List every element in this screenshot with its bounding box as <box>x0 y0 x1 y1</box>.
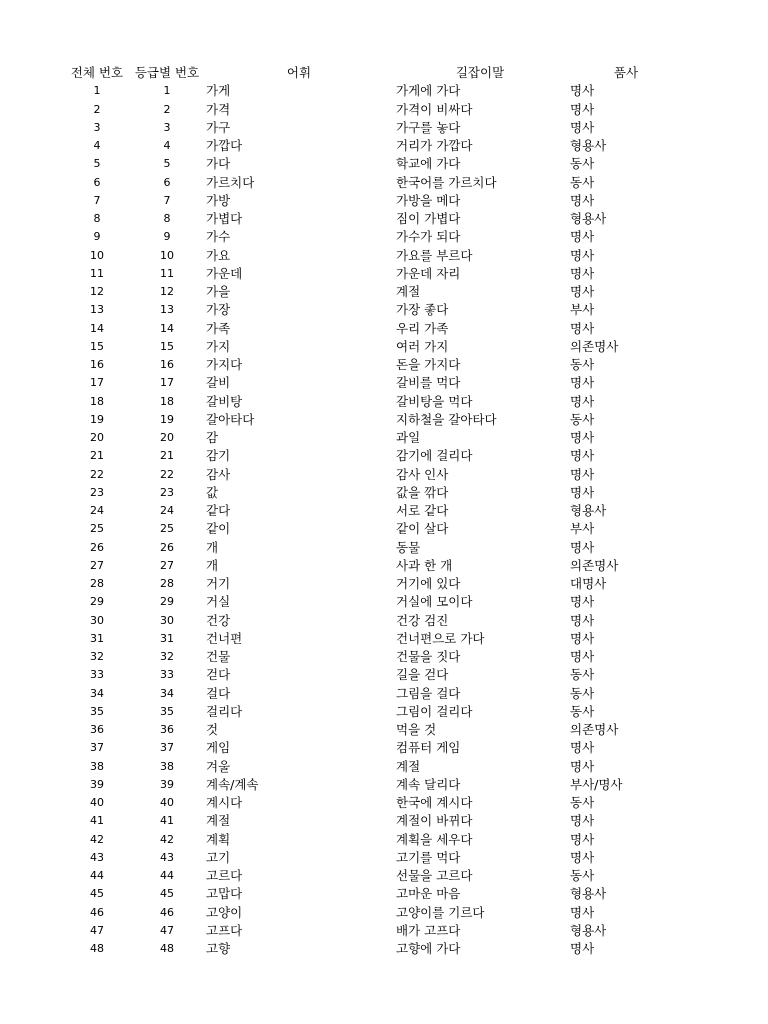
guide-phrase-cell: 서로 같다 <box>396 503 449 518</box>
part-of-speech-cell: 동사 <box>570 357 595 372</box>
total-number-cell: 18 <box>90 394 104 408</box>
guide-phrase-cell: 배가 고프다 <box>396 922 461 938</box>
table-row <box>0 466 768 484</box>
table-body <box>0 82 768 958</box>
total-number-cell: 37 <box>90 741 104 755</box>
vocabulary-cell: 거실 <box>206 594 231 610</box>
vocabulary-cell: 건강 <box>206 612 231 628</box>
grade-number-cell: 11 <box>160 266 174 280</box>
total-number-cell: 23 <box>90 485 104 499</box>
table-row <box>0 320 768 338</box>
grade-number-cell: 45 <box>160 887 174 901</box>
vocabulary-cell: 가방 <box>206 192 231 208</box>
table-row <box>0 904 768 922</box>
total-number-cell: 1 <box>93 84 101 98</box>
grade-number-cell: 24 <box>160 504 174 517</box>
part-of-speech-cell: 의존명사 <box>570 338 619 354</box>
total-number-cell: 20 <box>90 431 104 444</box>
table-row <box>0 520 768 538</box>
part-of-speech-cell: 명사 <box>570 430 595 445</box>
table-row <box>0 758 768 776</box>
part-of-speech-cell: 명사 <box>570 393 595 409</box>
guide-phrase-cell: 먹을 것 <box>396 722 437 737</box>
guide-phrase-cell: 가요를 부르다 <box>396 247 473 263</box>
vocabulary-cell: 고향 <box>206 941 231 956</box>
part-of-speech-cell: 명사 <box>570 247 595 263</box>
total-number-cell: 11 <box>90 266 104 280</box>
part-of-speech-cell: 명사 <box>570 904 595 920</box>
total-number-cell: 48 <box>90 942 104 955</box>
guide-phrase-cell: 가격이 비싸다 <box>396 101 473 117</box>
grade-number-cell: 5 <box>163 157 171 171</box>
grade-number-cell: 39 <box>160 777 174 791</box>
total-number-cell: 32 <box>90 650 104 663</box>
part-of-speech-cell: 명사 <box>570 320 595 336</box>
header-total-number: 전체 번호 <box>70 65 124 80</box>
grade-number-cell: 19 <box>160 412 174 426</box>
grade-number-cell: 21 <box>160 449 174 463</box>
grade-number-cell: 42 <box>160 832 174 846</box>
grade-number-cell: 48 <box>160 942 174 955</box>
vocabulary-cell: 감 <box>206 430 219 445</box>
guide-phrase-cell: 같이 살다 <box>396 521 449 537</box>
total-number-cell: 33 <box>90 668 104 682</box>
vocabulary-cell: 감사 <box>206 466 231 482</box>
grade-number-cell: 35 <box>160 704 174 718</box>
grade-number-cell: 38 <box>160 759 174 773</box>
vocabulary-cell: 가르치다 <box>206 174 255 190</box>
vocabulary-cell: 가운데 <box>206 265 243 281</box>
grade-number-cell: 27 <box>160 558 174 572</box>
table-row <box>0 502 768 520</box>
part-of-speech-cell: 명사 <box>570 375 595 391</box>
vocabulary-cell: 계속/계속 <box>206 776 259 792</box>
table-row <box>0 155 768 173</box>
grade-number-cell: 33 <box>160 668 174 682</box>
grade-number-cell: 28 <box>160 577 174 590</box>
guide-phrase-cell: 감사 인사 <box>396 466 449 482</box>
total-number-cell: 10 <box>90 248 104 262</box>
vocabulary-cell: 가게 <box>206 83 231 99</box>
total-number-cell: 41 <box>90 814 104 828</box>
grade-number-cell: 23 <box>160 485 174 499</box>
vocabulary-cell: 계획 <box>206 831 231 847</box>
guide-phrase-cell: 계절 <box>396 284 421 299</box>
guide-phrase-cell: 고마운 마음 <box>396 886 461 902</box>
guide-phrase-cell: 고양이를 기르다 <box>396 904 485 920</box>
table-row <box>0 101 768 119</box>
table-row <box>0 265 768 283</box>
table-row <box>0 867 768 885</box>
table-row <box>0 776 768 794</box>
table-row <box>0 411 768 429</box>
total-number-cell: 17 <box>90 376 104 390</box>
total-number-cell: 44 <box>90 869 104 882</box>
vocabulary-cell: 건물 <box>206 649 231 664</box>
vocabulary-cell: 가깝다 <box>206 138 243 153</box>
part-of-speech-cell: 명사 <box>570 740 595 756</box>
grade-number-cell: 17 <box>160 376 174 390</box>
grade-number-cell: 34 <box>160 686 174 700</box>
total-number-cell: 24 <box>90 504 104 517</box>
vocabulary-cell: 걷다 <box>206 667 231 683</box>
guide-phrase-cell: 계속 달리다 <box>396 776 461 792</box>
vocabulary-cell: 가격 <box>206 101 231 117</box>
grade-number-cell: 47 <box>160 923 174 937</box>
total-number-cell: 14 <box>90 321 104 335</box>
table-row <box>0 119 768 137</box>
vocabulary-cell: 가지다 <box>206 357 243 372</box>
grade-number-cell: 40 <box>160 796 174 809</box>
header-guide-phrase: 길잡이말 <box>455 65 505 80</box>
vocabulary-cell: 가볍다 <box>206 211 243 226</box>
part-of-speech-cell: 명사 <box>570 941 595 956</box>
total-number-cell: 7 <box>93 193 101 207</box>
table-row <box>0 685 768 703</box>
header-part-of-speech: 품사 <box>613 65 639 80</box>
part-of-speech-cell: 의존명사 <box>570 557 619 573</box>
grade-number-cell: 16 <box>160 358 174 371</box>
grade-number-cell: 10 <box>160 248 174 262</box>
guide-phrase-cell: 동물 <box>396 539 421 555</box>
table-row <box>0 739 768 757</box>
guide-phrase-cell: 건강 검진 <box>396 612 449 628</box>
vocabulary-cell: 고맙다 <box>206 886 243 902</box>
grade-number-cell: 3 <box>163 120 171 134</box>
total-number-cell: 46 <box>90 905 104 919</box>
table-row <box>0 247 768 265</box>
table-row <box>0 648 768 666</box>
table-row <box>0 885 768 903</box>
vocabulary-cell: 같다 <box>206 503 231 518</box>
table-row <box>0 228 768 246</box>
guide-phrase-cell: 컴퓨터 게임 <box>396 740 461 756</box>
table-row <box>0 849 768 867</box>
total-number-cell: 3 <box>93 120 101 134</box>
vocabulary-cell: 개 <box>206 539 219 555</box>
part-of-speech-cell: 동사 <box>570 795 595 810</box>
total-number-cell: 29 <box>90 595 104 609</box>
part-of-speech-cell: 명사 <box>570 448 595 464</box>
total-number-cell: 30 <box>90 613 104 627</box>
vocabulary-cell: 겨울 <box>206 758 231 774</box>
guide-phrase-cell: 우리 가족 <box>396 320 449 336</box>
guide-phrase-cell: 고기를 먹다 <box>396 849 461 865</box>
guide-phrase-cell: 길을 걷다 <box>396 667 449 683</box>
vocabulary-cell: 건너편 <box>206 630 243 646</box>
header-row <box>0 64 768 82</box>
table-row <box>0 137 768 155</box>
guide-phrase-cell: 계절 <box>396 758 421 774</box>
vocabulary-cell: 같이 <box>206 521 231 537</box>
grade-number-cell: 15 <box>160 339 174 353</box>
guide-phrase-cell: 계절이 바뀌다 <box>396 813 473 829</box>
part-of-speech-cell: 동사 <box>570 868 595 883</box>
table-row <box>0 301 768 319</box>
total-number-cell: 28 <box>90 577 104 590</box>
table-row <box>0 575 768 593</box>
table-row <box>0 666 768 684</box>
vocabulary-cell: 걸리다 <box>206 703 243 719</box>
part-of-speech-cell: 명사 <box>570 265 595 281</box>
table-row <box>0 794 768 812</box>
guide-phrase-cell: 갈비를 먹다 <box>396 375 461 391</box>
part-of-speech-cell: 명사 <box>570 484 595 500</box>
guide-phrase-cell: 거리가 가깝다 <box>396 138 473 153</box>
guide-phrase-cell: 돈을 가지다 <box>396 357 461 372</box>
total-number-cell: 35 <box>90 704 104 718</box>
part-of-speech-cell: 명사 <box>570 594 595 610</box>
guide-phrase-cell: 가게에 가다 <box>396 83 461 99</box>
vocabulary-cell: 갈비탕 <box>206 393 243 409</box>
part-of-speech-cell: 형용사 <box>570 503 607 518</box>
grade-number-cell: 44 <box>160 869 174 882</box>
total-number-cell: 36 <box>90 723 104 736</box>
vocabulary-cell: 갈아타다 <box>206 411 255 427</box>
grade-number-cell: 26 <box>160 540 174 554</box>
part-of-speech-cell: 명사 <box>570 649 595 664</box>
grade-number-cell: 41 <box>160 814 174 828</box>
part-of-speech-cell: 대명사 <box>570 576 607 591</box>
grade-number-cell: 4 <box>163 139 171 152</box>
grade-number-cell: 13 <box>160 303 174 317</box>
table-row <box>0 812 768 830</box>
grade-number-cell: 2 <box>163 102 171 116</box>
total-number-cell: 8 <box>93 212 101 225</box>
grade-number-cell: 37 <box>160 741 174 755</box>
grade-number-cell: 31 <box>160 631 174 645</box>
total-number-cell: 38 <box>90 759 104 773</box>
total-number-cell: 34 <box>90 686 104 700</box>
table-row <box>0 429 768 447</box>
vocabulary-cell: 고르다 <box>206 868 243 883</box>
vocabulary-cell: 가장 <box>206 302 231 318</box>
part-of-speech-cell: 명사 <box>570 284 595 299</box>
guide-phrase-cell: 그림을 걸다 <box>396 685 461 701</box>
guide-phrase-cell: 가방을 메다 <box>396 192 461 208</box>
part-of-speech-cell: 형용사 <box>570 138 607 153</box>
guide-phrase-cell: 가구를 놓다 <box>396 119 461 135</box>
table-row <box>0 940 768 958</box>
table-row <box>0 338 768 356</box>
grade-number-cell: 22 <box>160 467 174 481</box>
guide-phrase-cell: 그림이 걸리다 <box>396 703 473 719</box>
part-of-speech-cell: 형용사 <box>570 922 607 938</box>
grade-number-cell: 8 <box>163 212 171 225</box>
table-row <box>0 721 768 739</box>
part-of-speech-cell: 명사 <box>570 229 595 245</box>
guide-phrase-cell: 가수가 되다 <box>396 229 461 245</box>
grade-number-cell: 46 <box>160 905 174 919</box>
vocabulary-cell: 고프다 <box>206 922 243 938</box>
vocabulary-cell: 계절 <box>206 813 231 829</box>
part-of-speech-cell: 명사 <box>570 119 595 135</box>
guide-phrase-cell: 여러 가지 <box>396 338 449 354</box>
grade-number-cell: 18 <box>160 394 174 408</box>
grade-number-cell: 1 <box>163 84 171 98</box>
grade-number-cell: 6 <box>163 175 171 189</box>
total-number-cell: 27 <box>90 558 104 572</box>
table-row <box>0 82 768 100</box>
table-row <box>0 447 768 465</box>
vocabulary-cell: 가요 <box>206 247 231 263</box>
guide-phrase-cell: 짐이 가볍다 <box>396 211 461 226</box>
vocabulary-cell: 걸다 <box>206 685 231 701</box>
part-of-speech-cell: 명사 <box>570 849 595 865</box>
total-number-cell: 40 <box>90 796 104 809</box>
grade-number-cell: 30 <box>160 613 174 627</box>
table-row <box>0 831 768 849</box>
vocabulary-cell: 가다 <box>206 156 231 172</box>
part-of-speech-cell: 명사 <box>570 758 595 774</box>
grade-number-cell: 9 <box>163 230 171 244</box>
part-of-speech-cell: 형용사 <box>570 886 607 902</box>
guide-phrase-cell: 과일 <box>396 430 421 445</box>
part-of-speech-cell: 동사 <box>570 174 595 190</box>
total-number-cell: 45 <box>90 887 104 901</box>
total-number-cell: 43 <box>90 850 104 864</box>
total-number-cell: 13 <box>90 303 104 317</box>
part-of-speech-cell: 명사 <box>570 83 595 99</box>
grade-number-cell: 14 <box>160 321 174 335</box>
table-row <box>0 374 768 392</box>
table-row <box>0 922 768 940</box>
part-of-speech-cell: 명사 <box>570 612 595 628</box>
total-number-cell: 15 <box>90 339 104 353</box>
part-of-speech-cell: 부사 <box>570 521 595 537</box>
guide-phrase-cell: 가장 좋다 <box>396 302 449 318</box>
part-of-speech-cell: 동사 <box>570 685 595 701</box>
vocabulary-cell: 감기 <box>206 448 231 464</box>
grade-number-cell: 29 <box>160 595 174 609</box>
part-of-speech-cell: 부사/명사 <box>570 776 623 792</box>
total-number-cell: 42 <box>90 832 104 846</box>
table-row <box>0 539 768 557</box>
vocabulary-cell: 가수 <box>206 229 231 245</box>
guide-phrase-cell: 지하철을 갈아타다 <box>396 411 497 427</box>
vocabulary-cell: 가구 <box>206 119 231 135</box>
guide-phrase-cell: 학교에 가다 <box>396 156 461 172</box>
part-of-speech-cell: 명사 <box>570 539 595 555</box>
total-number-cell: 25 <box>90 522 104 536</box>
part-of-speech-cell: 형용사 <box>570 211 607 226</box>
total-number-cell: 4 <box>93 139 101 152</box>
guide-phrase-cell: 고향에 가다 <box>396 941 461 956</box>
table-row <box>0 356 768 374</box>
total-number-cell: 19 <box>90 412 104 426</box>
table-row <box>0 283 768 301</box>
table-row <box>0 174 768 192</box>
guide-phrase-cell: 값을 깎다 <box>396 484 449 500</box>
total-number-cell: 22 <box>90 467 104 481</box>
table-row <box>0 210 768 228</box>
part-of-speech-cell: 동사 <box>570 411 595 427</box>
grade-number-cell: 20 <box>160 431 174 444</box>
total-number-cell: 12 <box>90 285 104 298</box>
part-of-speech-cell: 명사 <box>570 813 595 829</box>
guide-phrase-cell: 감기에 걸리다 <box>396 448 473 464</box>
part-of-speech-cell: 명사 <box>570 466 595 482</box>
guide-phrase-cell: 거기에 있다 <box>396 576 461 591</box>
guide-phrase-cell: 선물을 고르다 <box>396 868 473 883</box>
total-number-cell: 26 <box>90 540 104 554</box>
table-row <box>0 557 768 575</box>
part-of-speech-cell: 동사 <box>570 703 595 719</box>
total-number-cell: 31 <box>90 631 104 645</box>
part-of-speech-cell: 동사 <box>570 667 595 683</box>
total-number-cell: 6 <box>93 175 101 189</box>
grade-number-cell: 7 <box>163 193 171 207</box>
grade-number-cell: 25 <box>160 522 174 536</box>
grade-number-cell: 36 <box>160 723 174 736</box>
table-row <box>0 703 768 721</box>
vocabulary-cell: 값 <box>206 484 219 500</box>
table-row <box>0 484 768 502</box>
table-row <box>0 393 768 411</box>
grade-number-cell: 12 <box>160 285 174 298</box>
part-of-speech-cell: 부사 <box>570 302 595 318</box>
guide-phrase-cell: 건물을 짓다 <box>396 649 461 664</box>
header-grade-number: 등급별 번호 <box>134 65 200 80</box>
part-of-speech-cell: 명사 <box>570 630 595 646</box>
vocabulary-cell: 갈비 <box>206 375 231 391</box>
vocabulary-cell: 계시다 <box>206 795 243 810</box>
total-number-cell: 47 <box>90 923 104 937</box>
guide-phrase-cell: 사과 한 개 <box>396 557 453 573</box>
vocabulary-cell: 가족 <box>206 320 231 336</box>
vocabulary-cell: 고기 <box>206 849 231 865</box>
guide-phrase-cell: 건너편으로 가다 <box>396 630 485 646</box>
table-row <box>0 612 768 630</box>
table-row <box>0 593 768 611</box>
part-of-speech-cell: 명사 <box>570 101 595 117</box>
guide-phrase-cell: 갈비탕을 먹다 <box>396 393 473 409</box>
total-number-cell: 2 <box>93 102 101 116</box>
guide-phrase-cell: 계획을 세우다 <box>396 831 473 847</box>
vocabulary-table <box>0 64 768 958</box>
vocabulary-cell: 게임 <box>206 740 231 756</box>
vocabulary-cell: 가지 <box>206 338 231 354</box>
part-of-speech-cell: 명사 <box>570 192 595 208</box>
total-number-cell: 9 <box>93 230 101 244</box>
total-number-cell: 5 <box>93 157 101 171</box>
guide-phrase-cell: 가운데 자리 <box>396 265 461 281</box>
total-number-cell: 39 <box>90 777 104 791</box>
guide-phrase-cell: 한국에 계시다 <box>396 795 473 810</box>
part-of-speech-cell: 의존명사 <box>570 722 619 737</box>
guide-phrase-cell: 거실에 모이다 <box>396 594 473 610</box>
header-vocabulary: 어휘 <box>286 65 312 80</box>
vocabulary-cell: 거기 <box>206 576 231 591</box>
total-number-cell: 16 <box>90 358 104 371</box>
vocabulary-cell: 고양이 <box>206 904 243 920</box>
table-row <box>0 630 768 648</box>
part-of-speech-cell: 명사 <box>570 831 595 847</box>
grade-number-cell: 32 <box>160 650 174 663</box>
vocabulary-cell: 것 <box>206 722 219 737</box>
table-row <box>0 192 768 210</box>
guide-phrase-cell: 한국어를 가르치다 <box>396 174 497 190</box>
grade-number-cell: 43 <box>160 850 174 864</box>
vocabulary-cell: 가을 <box>206 284 231 299</box>
part-of-speech-cell: 동사 <box>570 156 595 172</box>
vocabulary-cell: 개 <box>206 557 219 573</box>
total-number-cell: 21 <box>90 449 104 463</box>
